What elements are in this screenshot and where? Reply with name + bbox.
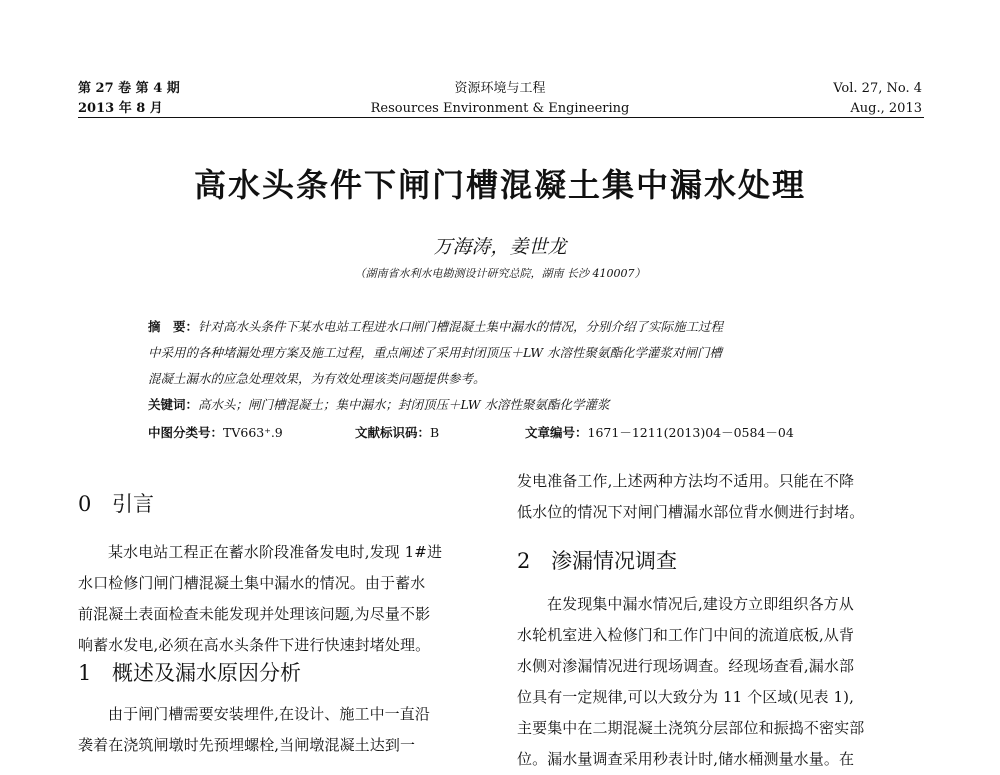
volume-issue-en: Vol. 27, No. 4 [833, 81, 922, 96]
keywords-line [148, 396, 848, 413]
paragraph-line: 水口检修门闸门槽混凝土集中漏水的情况。由于蓄水 [78, 574, 426, 592]
paragraph-line: 位。漏水量调查采用秒表计时,储水桶测量水量。在 [517, 750, 855, 768]
section-1-heading [78, 657, 301, 687]
paragraph-line: 某水电站工程正在蓄水阶段准备发电时,发现 1#进 [108, 543, 443, 561]
section-1-body [78, 699, 430, 761]
paragraph-line: 主要集中在二期混凝土浇筑分层部位和振捣不密实部 [517, 719, 865, 737]
header-rule [78, 117, 924, 118]
authors: 万海涛，姜世龙 [433, 236, 567, 258]
abstract-label: 摘 要： [148, 319, 199, 334]
keywords-label: 关键词： [148, 397, 199, 412]
section-0-title: 引言 [112, 492, 154, 516]
article-label: 文章编号： [525, 425, 588, 440]
date-zh: 2013 年 8 月 [78, 101, 163, 116]
section-1-number: 1 [78, 661, 92, 685]
paper-title: 高水头条件下闸门槽混凝土集中漏水处理 [193, 166, 806, 204]
paragraph-line: 在发现集中漏水情况后,建设方立即组织各方从 [547, 595, 854, 613]
doc-label: 文献标识码： [355, 425, 431, 440]
section-1-title: 概述及漏水原因分析 [112, 661, 301, 685]
section-2-title: 渗漏情况调查 [551, 549, 677, 573]
section-2-number: 2 [517, 549, 531, 573]
section-0-body [78, 537, 442, 661]
abstract-text-1: 针对高水头条件下某水电站工程进水口闸门槽混凝土集中漏水的情况，分别介绍了实际施工过程 [198, 319, 724, 334]
journal-title-zh: 资源环境与工程 [454, 81, 546, 96]
section-2-heading [517, 545, 677, 575]
article-number [525, 423, 794, 441]
abstract-line-1 [148, 318, 848, 335]
section-2-body [517, 589, 864, 775]
clc-value: TV663⁺.9 [223, 425, 283, 440]
paragraph-line: 由于闸门槽需要安装埋件,在设计、施工中一直沿 [108, 705, 430, 723]
abstract-line-2: 中采用的各种堵漏处理方案及施工过程，重点阐述了采用封闭顶压＋LW 水溶性聚氨酯化学灌浆对闸门槽 [148, 345, 723, 360]
paragraph-line: 袭着在浇筑闸墩时先预埋螺栓,当闸墩混凝土达到一 [78, 736, 416, 754]
paragraph-line: 前混凝土表面检查未能发现并处理该问题,为尽量不影 [78, 605, 431, 623]
doc-value: B [430, 425, 440, 440]
clc-number [148, 423, 283, 441]
paragraph-line: 位具有一定规律,可以大致分为 11 个区域(见表 1), [517, 688, 854, 706]
volume-issue-zh: 第 27 卷 第 4 期 [78, 81, 180, 96]
paragraph-line: 水轮机室进入检修门和工作门中间的流道底板,从背 [517, 626, 855, 644]
paragraph-line: 低水位的情况下对闸门槽漏水部位背水侧进行封堵。 [517, 503, 865, 521]
section-0-heading [78, 488, 154, 518]
article-value: 1671－1211(2013)04－0584－04 [587, 425, 794, 440]
paragraph-line: 发电准备工作,上述两种方法均不适用。只能在不降 [517, 472, 855, 490]
paragraph-line: 响蓄水发电,必须在高水头条件下进行快速封堵处理。 [78, 636, 431, 654]
affiliation: （湖南省水利水电勘测设计研究总院，湖南 长沙 410007） [354, 267, 646, 280]
journal-title-en: Resources Environment & Engineering [370, 101, 630, 116]
keywords-text: 高水头；闸门槽混凝土；集中漏水；封闭顶压＋LW 水溶性聚氨酯化学灌浆 [198, 397, 610, 412]
doc-code [355, 423, 439, 441]
date-en: Aug., 2013 [850, 101, 922, 116]
clc-label: 中图分类号： [148, 425, 224, 440]
abstract-line-3: 混凝土漏水的应急处理效果，为有效处理该类问题提供参考。 [148, 371, 486, 386]
section-0-number: 0 [78, 492, 92, 516]
right-column-top [517, 466, 864, 528]
paragraph-line: 水侧对渗漏情况进行现场调查。经现场查看,漏水部 [517, 657, 855, 675]
